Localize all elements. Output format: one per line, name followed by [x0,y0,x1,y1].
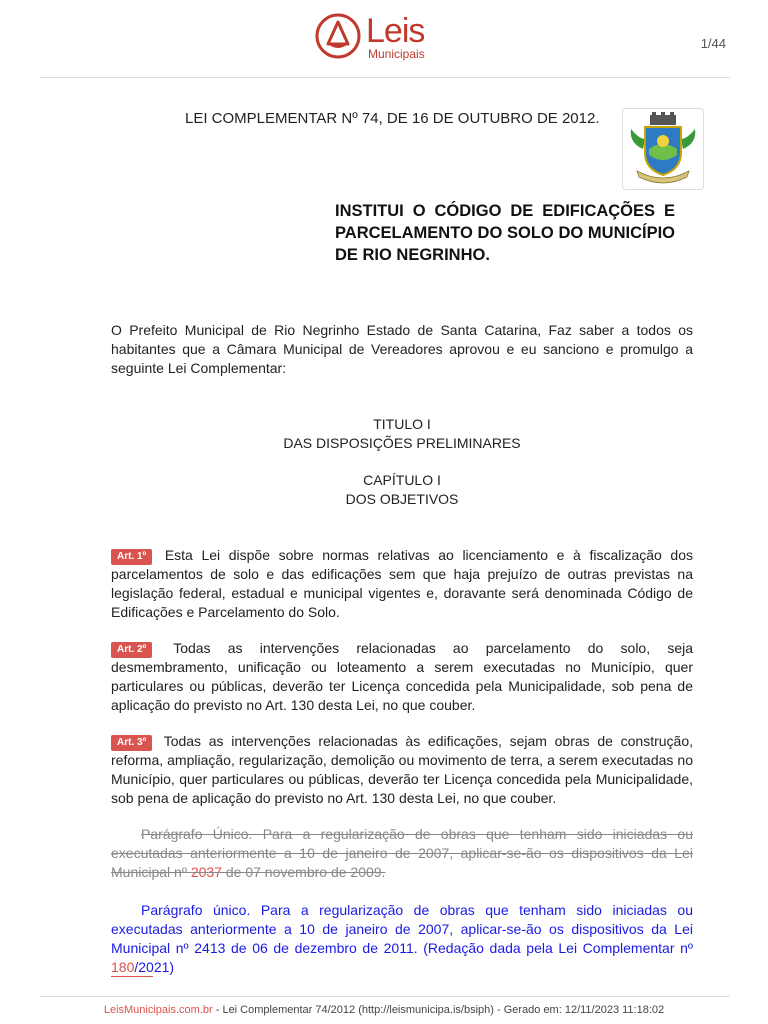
amended-paragraph [111,901,693,977]
article-3-text: Todas as intervenções relacionadas às edificações, sejam obras de construção, reforma, ampliação, regularização, demolição ou movimento de terra, a serem executadas no Município, quer particulares ou públicas, deverão ter Licença concedida pela Municipalidade, sob pena de aplicação do previsto no Art. 130 desta Lei, no que couber. [111,733,693,806]
title-heading: TITULO I [373,416,431,432]
article-1 [111,546,693,622]
amended-paragraph-text: Parágrafo único. Para a regularização de obras que tenham sido iniciadas ou executadas anteriormente a 10 de janeiro de 2007, aplicar-se-ão os dispositivos da Lei Municipal nº 2413 de 06 de dezembro de 2011. (Redação dada pela Lei Complementar nº [111,902,693,956]
preamble-paragraph: O Prefeito Municipal de Rio Negrinho Estado de Santa Catarina, Faz saber a todos os habitantes que a Câmara Municipal de Vereadores aprovou e eu sanciono e promulgo a seguinte Lei Complementar: [111,322,693,376]
chapter-subheading: DOS OBJETIVOS [345,491,459,507]
law-summary-ementa: INSTITUI O CÓDIGO DE EDIFICAÇÕES E PARCELAMENTO DO SOLO DO MUNICÍPIO DE RIO NEGRINHO. [335,202,675,264]
article-2-text: Todas as intervenções relacionadas ao parcelamento do solo, seja desmembramento, unificação ou loteamento a serem executadas no Município, quer particulares ou públicas, deverão ter Licença concedida pela Municipalidade, sob pena de aplicação do previsto no Art. 130 desta Lei, no que couber. [111,640,693,713]
revoked-paragraph-tail: de 07 novembro de 2009. [221,864,386,880]
law-title: LEI COMPLEMENTAR Nº 74, DE 16 DE OUTUBRO DE 2012. [185,110,600,127]
leis-municipais-logo[interactable] [314,12,444,62]
header-divider [40,77,730,78]
scales-logo-icon [314,12,362,60]
article-3-badge[interactable]: Art. 3º [111,735,152,751]
article-1-text: Esta Lei dispõe sobre normas relativas ao licenciamento e à fiscalização dos parcelamentos de solo e das edificações sem que haja prejuízo de outras previstas na legislação federal, estadual e municipal vigentes e, doravante será denominada Código de Edificações e Parcelamento do Solo. [111,547,693,620]
article-2-badge[interactable]: Art. 2º [111,642,152,658]
article-1-badge[interactable]: Art. 1º [111,549,152,565]
amending-law-link[interactable]: 180 [111,959,135,975]
revoked-law-link[interactable]: 2037 [190,864,222,880]
logo-wordmark: Leis [366,12,425,50]
chapter-heading: CAPÍTULO I [363,472,441,488]
page-number: 1/44 [700,36,726,51]
article-2 [111,639,693,715]
revoked-paragraph-text: Parágrafo Único. Para a regularização de obras que tenham sido iniciadas ou executadas anteriormente a 10 de janeiro de 2007, aplicar-se-ão os dispositivos da Lei Municipal nº [111,826,693,880]
revoked-paragraph [111,825,693,882]
footer-divider [40,996,730,997]
footer-info: - Lei Complementar 74/2012 (http://leismunicipa.is/bsiph) - Gerado em: 12/11/2023 11:18:02 [212,1004,665,1016]
coat-of-arms-icon [623,109,703,189]
page-footer [0,1004,768,1016]
article-3 [111,732,693,808]
footnote-divider [111,976,153,977]
amended-paragraph-tail: /2021) [134,959,175,975]
footer-site-link[interactable]: LeisMunicipais.com.br [103,1004,213,1016]
page-header [0,0,768,78]
municipal-crest-image [622,108,704,190]
title-subheading: DAS DISPOSIÇÕES PRELIMINARES [283,435,521,451]
logo-subtitle: Municipais [368,47,425,61]
